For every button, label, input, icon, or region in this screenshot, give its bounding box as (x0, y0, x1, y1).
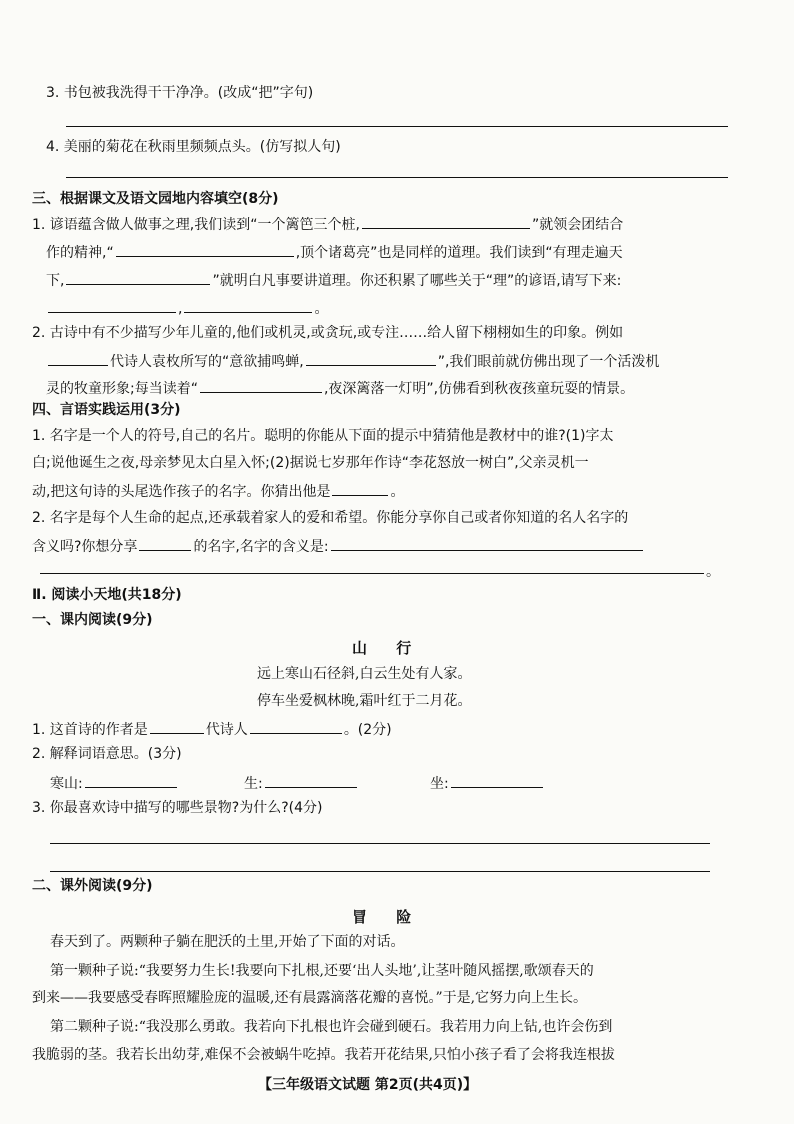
story-para-2-line1: 第一颗种子说:“我要努力生长!我要向下扎根,还要‘出人头地’,让茎叶随风摇摆,歌颂春天的 (50, 963, 594, 979)
question-3: 3. 书包被我洗得干干净净。(改成“把”字句) (46, 85, 314, 101)
poem-title: 山 行 (352, 639, 424, 657)
blank[interactable] (139, 535, 191, 551)
sec3-para1-line2: 作的精神,“ ,顶个诸葛亮”也是同样的道理。我们读到“有理走遍天 (46, 241, 623, 263)
answer-line[interactable] (50, 843, 710, 844)
section-3-heading: 三、根据课文及语文园地内容填空(8分) (32, 191, 279, 207)
poem-question-3: 3. 你最喜欢诗中描写的哪些景物?为什么?(4分) (32, 800, 323, 816)
answer-line[interactable] (66, 126, 728, 127)
page-footer: 【三年级语文试题 第2页(共4页)】 (258, 1077, 478, 1093)
period: 。 (706, 564, 720, 580)
sec3-para1-line4: , 。 (46, 297, 328, 319)
story-para-2-line2: 到来——我要感受春晖照耀脸庞的温暖,还有晨露滴落花瓣的喜悦。”于是,它努力向上生长。 (32, 990, 588, 1006)
poem-question-2: 2. 解释词语意思。(3分) (32, 746, 182, 762)
in-class-reading-heading: 一、课内阅读(9分) (32, 612, 153, 628)
part-2-heading: Ⅱ. 阅读小天地(共18分) (32, 587, 182, 603)
blank[interactable] (451, 772, 543, 788)
blank[interactable] (150, 718, 204, 734)
sec4-para1-line1: 1. 名字是一个人的符号,自己的名片。聪明的你能从下面的提示中猜猜他是教材中的谁?(1)字太 (32, 428, 614, 444)
sec4-para1-line3: 动,把这句诗的头尾选作孩子的名字。你猜出他是 。 (32, 480, 404, 502)
sec3-para2-line1: 2. 古诗中有不少描写少年儿童的,他们或机灵,或贪玩,或专注……给人留下栩栩如生的印象。例如 (32, 325, 624, 341)
sec3-para2-line2: 代诗人袁枚所写的“意欲捕鸣蝉, ”,我们眼前就仿佛出现了一个活泼机 (46, 350, 659, 372)
blank[interactable] (306, 350, 436, 366)
blank[interactable] (116, 241, 294, 257)
blank[interactable] (250, 718, 342, 734)
sec3-para2-line3: 灵的牧童形象;每当读着“ ,夜深篱落一灯明”,仿佛看到秋夜孩童玩耍的情景。 (46, 377, 634, 399)
sec4-para1-line2: 白;说他诞生之夜,母亲梦见太白星入怀;(2)据说七岁那年作诗“李花怒放一树白”,父亲灵机一 (32, 455, 589, 471)
extracurricular-reading-heading: 二、课外阅读(9分) (32, 878, 153, 894)
poem-line-1: 远上寒山石径斜,白云生处有人家。 (257, 666, 472, 682)
blank[interactable] (332, 480, 388, 496)
sec3-para1-line1: 1. 谚语蕴含做人做事之理,我们读到“一个篱笆三个桩, ”就领会团结合 (32, 213, 623, 235)
word-zuo: 坐: (430, 772, 545, 794)
answer-line[interactable] (40, 573, 704, 574)
section-4-heading: 四、言语实践运用(3分) (32, 402, 181, 418)
blank[interactable] (331, 535, 643, 551)
blank[interactable] (362, 213, 530, 229)
blank[interactable] (184, 297, 312, 313)
blank[interactable] (85, 772, 177, 788)
answer-line[interactable] (50, 871, 710, 872)
word-hanshan: 寒山: (50, 772, 179, 794)
answer-line[interactable] (66, 177, 728, 178)
blank[interactable] (265, 772, 357, 788)
blank[interactable] (48, 297, 176, 313)
story-para-1: 春天到了。两颗种子躺在肥沃的土里,开始了下面的对话。 (50, 934, 405, 950)
blank[interactable] (48, 350, 108, 366)
sec4-para2-line2: 含义吗?你想分享 的名字,名字的含义是: (32, 535, 645, 557)
question-4: 4. 美丽的菊花在秋雨里频频点头。(仿写拟人句) (46, 139, 341, 155)
word-sheng: 生: (244, 772, 359, 794)
sec3-para1-line3: 下, ”就明白凡事要讲道理。你还积累了哪些关于“理”的谚语,请写下来: (46, 269, 621, 291)
sec4-para2-line1: 2. 名字是每个人生命的起点,还承载着家人的爱和希望。你能分享你自己或者你知道的名人名字的 (32, 510, 629, 526)
poem-line-2: 停车坐爱枫林晚,霜叶红于二月花。 (257, 693, 472, 709)
blank[interactable] (200, 377, 322, 393)
story-para-3-line2: 我脆弱的茎。我若长出幼芽,难保不会被蜗牛吃掉。我若开花结果,只怕小孩子看了会将我连根拔 (32, 1047, 615, 1063)
story-para-3-line1: 第二颗种子说:“我没那么勇敢。我若向下扎根也许会碰到硬石。我若用力向上钻,也许会伤到 (50, 1019, 613, 1035)
blank[interactable] (66, 269, 210, 285)
story-title: 冒 险 (352, 908, 424, 926)
poem-question-1: 1. 这首诗的作者是 代诗人 。(2分) (32, 718, 392, 740)
